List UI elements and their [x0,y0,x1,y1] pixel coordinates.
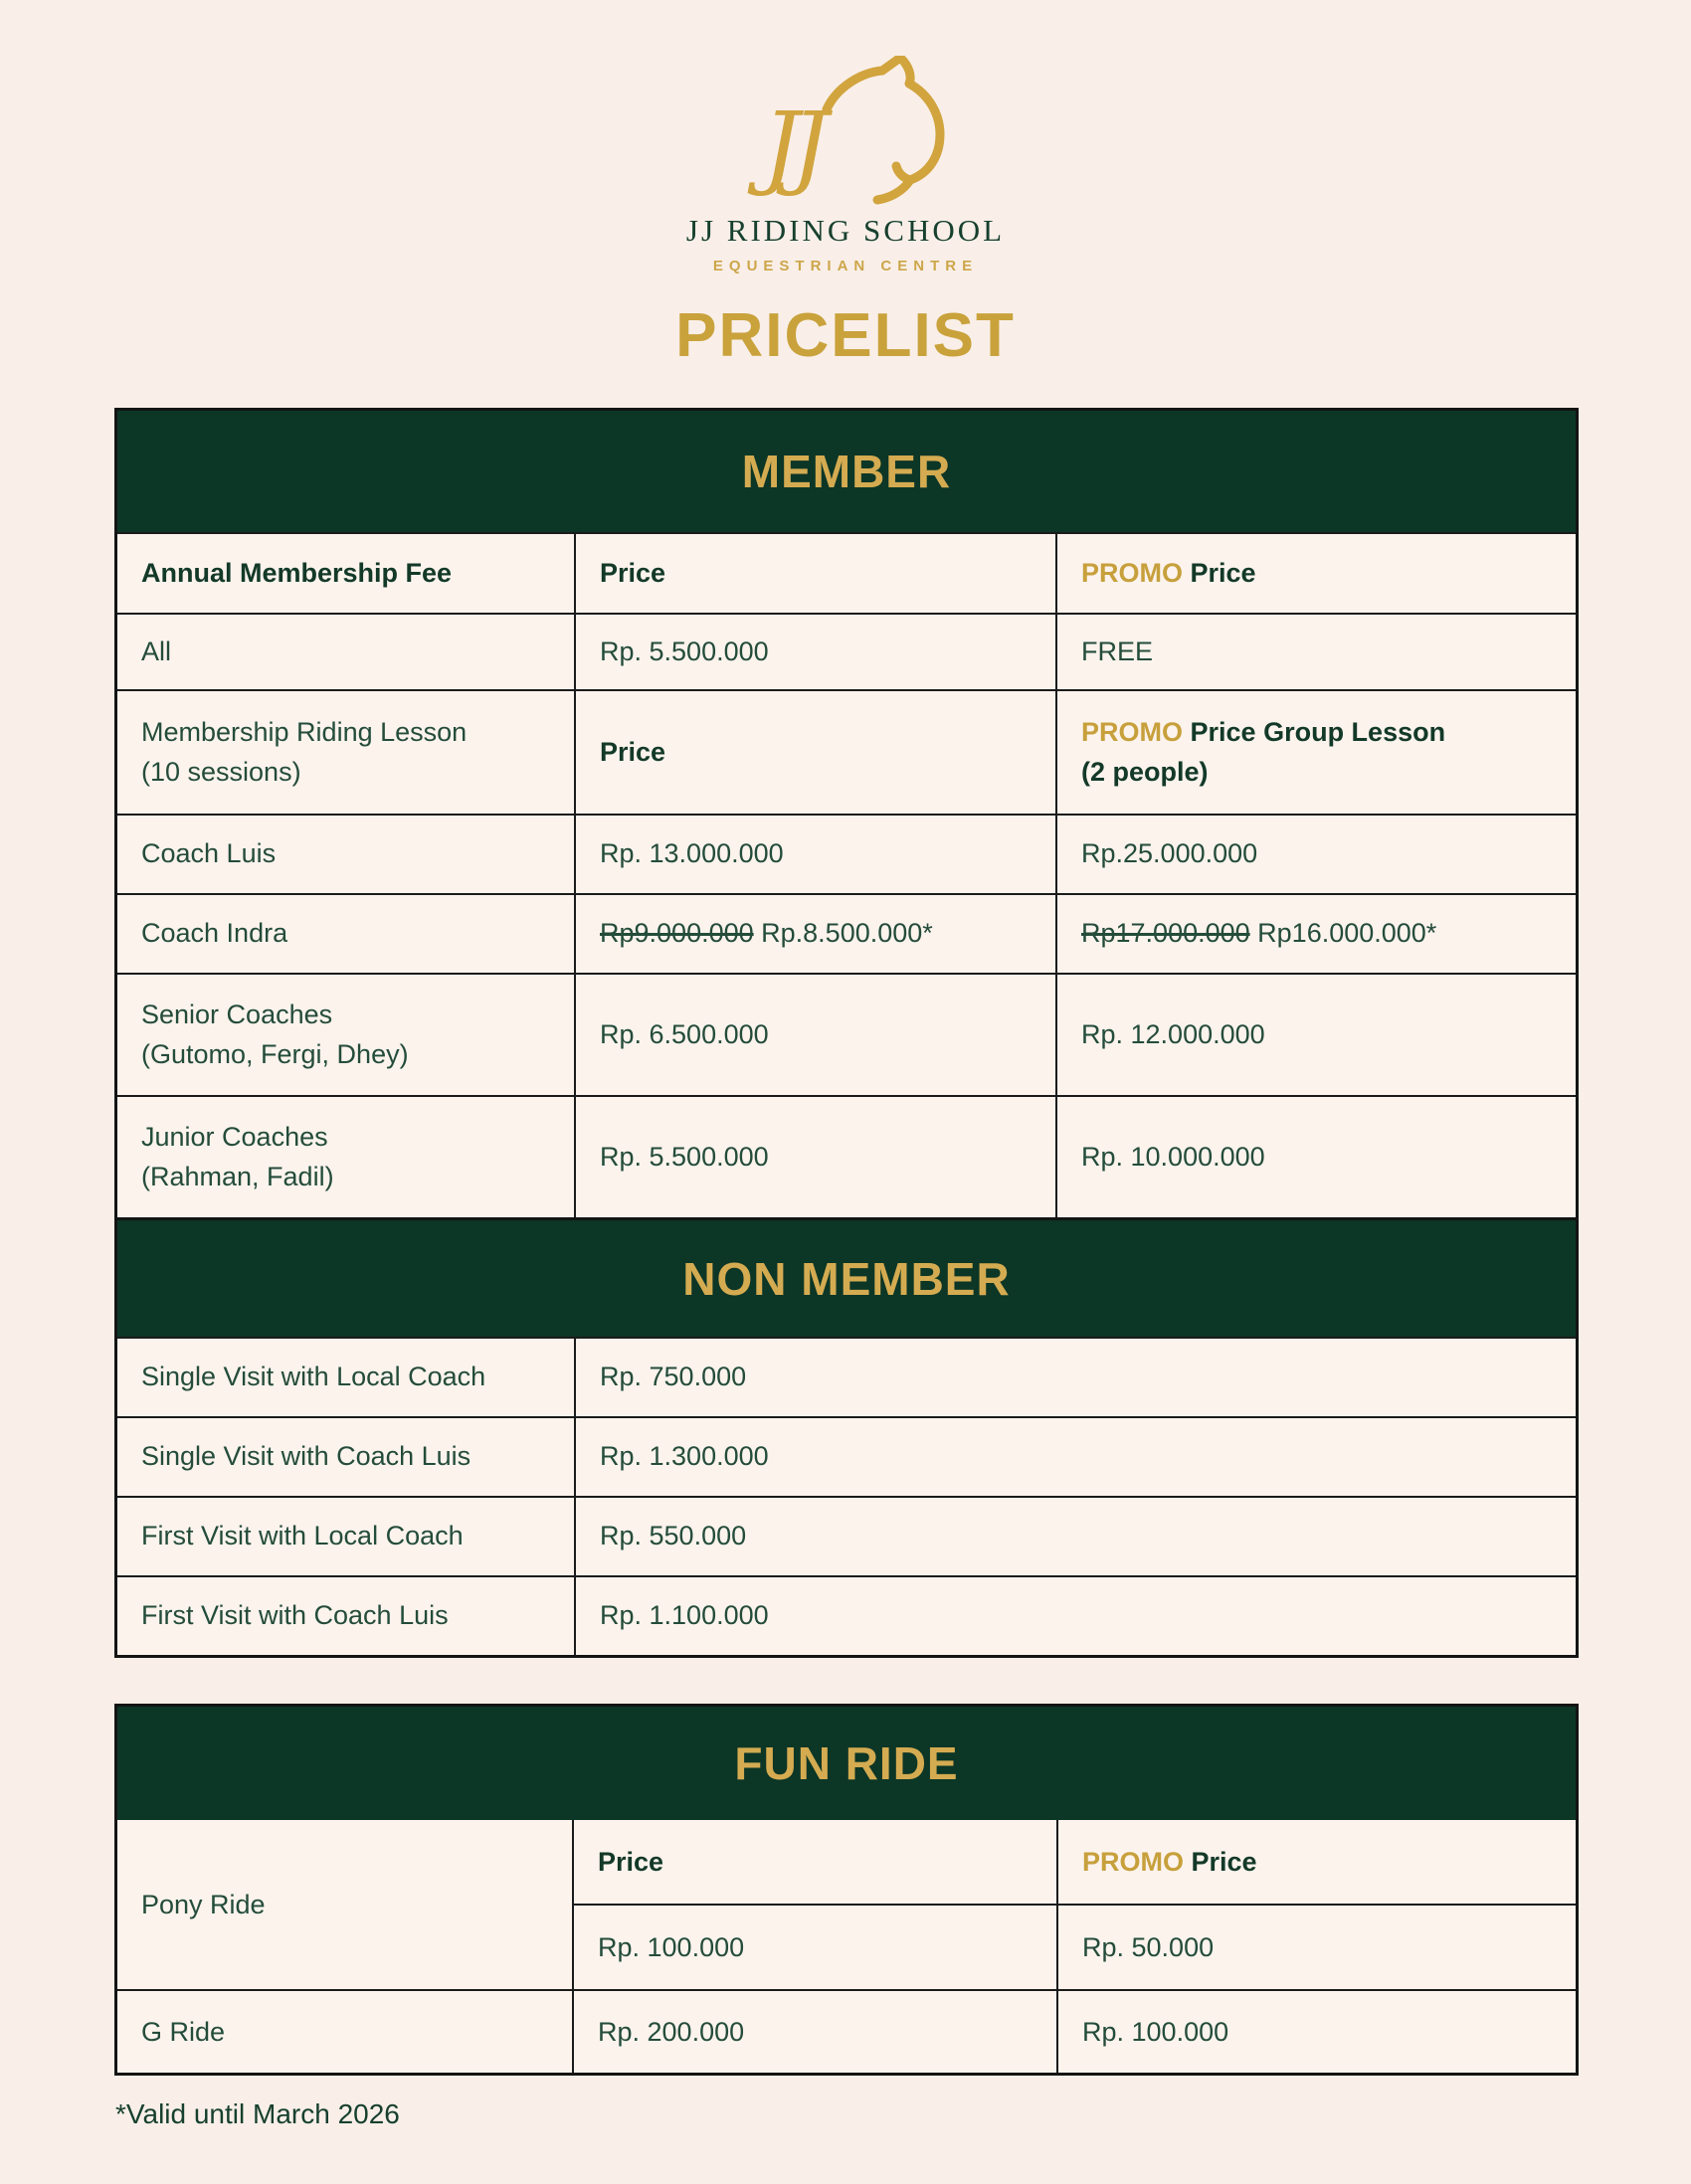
member-table [114,408,1579,1220]
non-member-band-title: NON MEMBER [682,1252,1011,1305]
fun-ride-price-header: Price [572,1820,1056,1904]
page-title: PRICELIST [675,301,1016,370]
member-header-category: Annual Membership Fee [141,557,453,588]
member-band [117,411,1576,532]
header [0,0,1691,371]
promo-label: PROMO [1081,717,1184,748]
non-member-row-price: Rp. 550.000 [574,1498,1576,1575]
member-senior-promo: Rp. 12.000.000 [1055,975,1576,1095]
fun-ride-promo-header: PROMO Price [1056,1820,1576,1904]
member-luis-promo: Rp.25.000.000 [1055,816,1576,893]
promo-label: PROMO [1081,557,1184,588]
member-band-title: MEMBER [741,446,952,497]
table-row [117,973,1576,1095]
member-lesson-price-header: Price [574,691,1055,814]
fun-ride-table [114,1704,1579,2076]
non-member-row-label: First Visit with Local Coach [141,1521,464,1551]
validity-note: *Valid until March 2026 [115,2098,400,2129]
member-all-promo: FREE [1055,615,1576,689]
table-row [117,814,1576,893]
member-indra-price: Rp9.000.000 Rp.8.500.000* [574,895,1055,973]
non-member-row-label: Single Visit with Local Coach [141,1362,486,1392]
member-luis-label: Coach Luis [141,838,277,869]
table-row [117,1496,1576,1575]
member-indra-label: Coach Indra [141,918,288,949]
promo-label: PROMO [1082,1846,1185,1877]
table-row [117,1575,1576,1655]
non-member-table [114,1217,1579,1658]
fun-ride-band-title: FUN RIDE [734,1737,959,1789]
member-junior-price: Rp. 5.500.000 [574,1097,1055,1217]
non-member-row-label: Single Visit with Coach Luis [141,1441,471,1472]
fun-ride-body [117,1820,1576,2073]
brand-tagline: EQUESTRIAN CENTRE [712,258,979,274]
fun-ride-pony-label: Pony Ride [141,1889,266,1919]
fun-ride-g-price: Rp. 200.000 [572,1989,1056,2073]
non-member-band [117,1220,1576,1337]
non-member-row-price: Rp. 1.100.000 [574,1577,1576,1655]
member-senior-price: Rp. 6.500.000 [574,975,1055,1095]
non-member-row-label: First Visit with Coach Luis [141,1600,449,1631]
table-row [117,689,1576,814]
member-lesson-promo-header: PROMO Price Group Lesson (2 people) [1055,691,1576,814]
logo-monogram: JJ [763,92,821,199]
brand-name: JJ RIDING SCHOOL [685,213,1006,248]
member-header-promo: PROMO Price [1055,534,1576,613]
table-row [117,1416,1576,1496]
table-row [117,1337,1576,1416]
table-row [117,893,1576,973]
non-member-row-price: Rp. 750.000 [574,1339,1576,1416]
member-indra-promo: Rp17.000.000 Rp16.000.000* [1055,895,1576,973]
table-row [117,1095,1576,1217]
member-all-label: All [141,636,172,666]
member-all-price: Rp. 5.500.000 [574,615,1055,689]
horse-head-logo-icon [731,56,960,207]
table-row [117,613,1576,689]
fun-ride-g-promo: Rp. 100.000 [1056,1989,1576,2073]
member-luis-price: Rp. 13.000.000 [574,816,1055,893]
member-senior-label: Senior Coaches (Gutomo, Fergi, Dhey) [141,1000,409,1069]
member-junior-label: Junior Coaches (Rahman, Fadil) [141,1122,334,1191]
non-member-row-price: Rp. 1.300.000 [574,1418,1576,1496]
fun-ride-g-label: G Ride [117,1989,572,2073]
member-lesson-label: Membership Riding Lesson (10 sessions) [141,717,468,787]
fun-ride-pony-price: Rp. 100.000 [572,1904,1056,1989]
member-header-row [117,532,1576,613]
member-header-price: Price [574,534,1055,613]
fun-ride-pony-promo: Rp. 50.000 [1056,1904,1576,1989]
member-junior-promo: Rp. 10.000.000 [1055,1097,1576,1217]
fun-ride-band [117,1707,1576,1820]
